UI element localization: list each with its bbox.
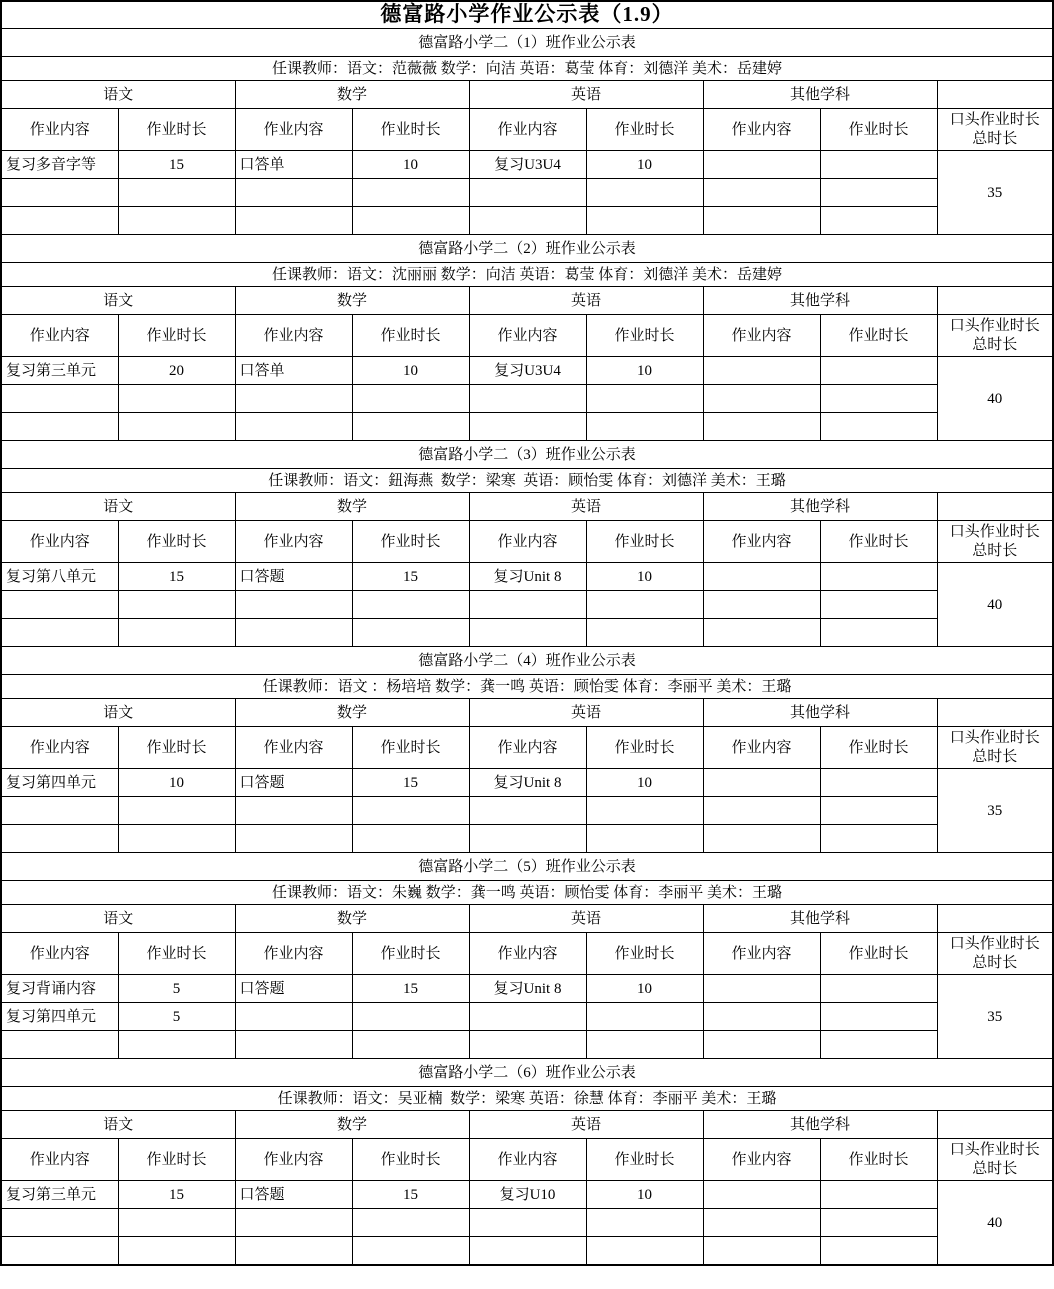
col-header-content: 作业内容 [1,1139,118,1181]
homework-content-cell [235,619,352,647]
homework-duration-cell: 15 [118,151,235,179]
homework-duration-cell [352,825,469,853]
teachers-line: 任课教师：语文：朱巍 数学：龚一鸣 英语：顾怡雯 体育：李丽平 美术：王璐 [1,881,1053,905]
homework-duration-cell [820,825,937,853]
col-header-content: 作业内容 [703,727,820,769]
homework-duration-cell [118,207,235,235]
col-header-oral-total [937,933,1053,975]
col-header-content: 作业内容 [235,727,352,769]
homework-content-cell: 复习Unit 8 [469,563,586,591]
subject-header-english: 英语 [469,287,703,315]
homework-content-cell [469,179,586,207]
homework-duration-cell [586,179,703,207]
col-header-oral-total [937,315,1053,357]
homework-duration-cell [352,797,469,825]
homework-content-cell: 口答题 [235,563,352,591]
col-header-content: 作业内容 [235,315,352,357]
col-header-duration: 作业时长 [118,1139,235,1181]
homework-duration-cell [820,797,937,825]
col-header-content: 作业内容 [703,315,820,357]
teachers-line: 任课教师：语文：吴亚楠 数学：梁寒 英语：徐慧 体育：李丽平 美术：王璐 [1,1087,1053,1111]
col-header-content: 作业内容 [469,933,586,975]
col-header-oral-total [937,727,1053,769]
homework-duration-cell [118,1031,235,1059]
subject-header-english: 英语 [469,905,703,933]
homework-content-cell: 复习Unit 8 [469,769,586,797]
homework-content-cell [469,207,586,235]
col-header-duration: 作业时长 [118,109,235,151]
subject-header-spacer [937,699,1053,727]
col-header-duration: 作业时长 [352,1139,469,1181]
col-header-duration: 作业时长 [820,727,937,769]
homework-content-cell [1,413,118,441]
teachers-line: 任课教师：语文 ：杨培培 数学：龚一鸣 英语：顾怡雯 体育：李丽平 美术：王璐 [1,675,1053,699]
homework-content-cell [469,591,586,619]
homework-duration-cell [118,413,235,441]
homework-content-cell [703,563,820,591]
col-header-duration: 作业时长 [118,727,235,769]
homework-content-cell [235,1031,352,1059]
subject-header-spacer [937,1111,1053,1139]
homework-duration-cell [586,591,703,619]
homework-duration-cell: 15 [118,563,235,591]
oral-total-line1: 口头作业时长 [949,523,1040,540]
homework-duration-cell: 10 [352,357,469,385]
homework-content-cell [235,797,352,825]
homework-duration-cell [586,825,703,853]
homework-content-cell [1,1209,118,1237]
section-title: 德富路小学二（3）班作业公示表 [1,441,1053,469]
homework-content-cell: 口答题 [235,1181,352,1209]
homework-duration-cell [820,975,937,1003]
homework-duration-cell [586,1237,703,1266]
homework-duration-cell: 10 [586,975,703,1003]
col-header-duration: 作业时长 [586,315,703,357]
col-header-content: 作业内容 [235,521,352,563]
teachers-line: 任课教师：语文：沈丽丽 数学：向洁 英语：葛莹 体育：刘德洋 美术：岳建婷 [1,263,1053,287]
homework-duration-cell [820,179,937,207]
homework-duration-cell [820,385,937,413]
homework-duration-cell [820,357,937,385]
homework-duration-cell: 15 [352,1181,469,1209]
homework-content-cell: 口答单 [235,151,352,179]
col-header-content: 作业内容 [469,1139,586,1181]
oral-total-value-cell: 40 [937,563,1053,647]
col-header-duration: 作业时长 [586,109,703,151]
col-header-content: 作业内容 [235,933,352,975]
homework-duration-cell [352,207,469,235]
homework-duration-cell: 10 [586,357,703,385]
oral-total-line1: 口头作业时长 [949,317,1040,334]
oral-total-line2: 总时长 [972,954,1018,971]
homework-duration-cell [820,1237,937,1266]
homework-content-cell: 复习第八单元 [1,563,118,591]
page-title: 德富路小学作业公示表（1.9） [1,1,1053,29]
homework-duration-cell: 20 [118,357,235,385]
subject-header-other: 其他学科 [703,287,937,315]
homework-content-cell [703,825,820,853]
homework-duration-cell: 10 [586,563,703,591]
col-header-content: 作业内容 [1,109,118,151]
subject-header-chinese: 语文 [1,905,235,933]
homework-duration-cell [820,151,937,179]
homework-content-cell [703,1031,820,1059]
subject-header-math: 数学 [235,905,469,933]
homework-content-cell [469,1003,586,1031]
homework-content-cell [469,619,586,647]
homework-content-cell [703,207,820,235]
homework-content-cell [469,385,586,413]
homework-content-cell [1,797,118,825]
col-header-content: 作业内容 [1,315,118,357]
homework-content-cell [469,1237,586,1266]
homework-content-cell: 复习背诵内容 [1,975,118,1003]
homework-content-cell [469,825,586,853]
homework-content-cell [1,825,118,853]
homework-content-cell [235,825,352,853]
subject-header-spacer [937,493,1053,521]
homework-duration-cell: 15 [352,563,469,591]
homework-duration-cell: 10 [118,769,235,797]
homework-content-cell [469,797,586,825]
homework-content-cell [1,179,118,207]
homework-content-cell [1,591,118,619]
homework-duration-cell [118,1209,235,1237]
teachers-line: 任课教师：语文：鈕海燕 数学：梁寒 英语：顾怡雯 体育：刘德洋 美术：王璐 [1,469,1053,493]
homework-content-cell: 复习第三单元 [1,357,118,385]
homework-duration-cell [352,591,469,619]
homework-duration-cell [352,1209,469,1237]
homework-duration-cell [352,385,469,413]
oral-total-value-cell: 40 [937,1181,1053,1266]
homework-duration-cell [586,1031,703,1059]
subject-header-other: 其他学科 [703,493,937,521]
homework-duration-cell [586,207,703,235]
homework-content-cell [703,151,820,179]
col-header-oral-total [937,521,1053,563]
section-title: 德富路小学二（2）班作业公示表 [1,235,1053,263]
homework-content-cell [1,207,118,235]
col-header-content: 作业内容 [703,1139,820,1181]
col-header-duration: 作业时长 [118,315,235,357]
homework-content-cell: 复习第四单元 [1,769,118,797]
homework-duration-cell [586,1003,703,1031]
oral-total-value-cell: 35 [937,975,1053,1059]
homework-duration-cell [352,1003,469,1031]
subject-header-chinese: 语文 [1,1111,235,1139]
homework-duration-cell [586,413,703,441]
col-header-duration: 作业时长 [352,521,469,563]
homework-content-cell [235,207,352,235]
col-header-duration: 作业时长 [352,109,469,151]
col-header-duration: 作业时长 [820,521,937,563]
subject-header-english: 英语 [469,493,703,521]
subject-header-other: 其他学科 [703,81,937,109]
homework-duration-cell: 15 [352,769,469,797]
oral-total-line1: 口头作业时长 [949,1141,1040,1158]
oral-total-value-cell: 35 [937,151,1053,235]
col-header-duration: 作业时长 [586,933,703,975]
homework-duration-cell [352,1031,469,1059]
homework-duration-cell [820,1209,937,1237]
col-header-content: 作业内容 [235,1139,352,1181]
subject-header-chinese: 语文 [1,493,235,521]
section-title: 德富路小学二（6）班作业公示表 [1,1059,1053,1087]
homework-content-cell [1,619,118,647]
homework-duration-cell [586,797,703,825]
oral-total-line1: 口头作业时长 [949,935,1040,952]
homework-duration-cell [352,413,469,441]
col-header-duration: 作业时长 [820,109,937,151]
col-header-content: 作业内容 [469,521,586,563]
subject-header-english: 英语 [469,1111,703,1139]
col-header-content: 作业内容 [235,109,352,151]
homework-duration-cell [820,207,937,235]
col-header-content: 作业内容 [703,933,820,975]
subject-header-chinese: 语文 [1,699,235,727]
homework-duration-cell [820,1181,937,1209]
homework-content-cell [703,1003,820,1031]
homework-duration-cell [820,1003,937,1031]
homework-duration-cell: 10 [586,1181,703,1209]
col-header-content: 作业内容 [469,315,586,357]
col-header-oral-total [937,1139,1053,1181]
homework-content-cell [703,413,820,441]
subject-header-other: 其他学科 [703,905,937,933]
col-header-duration: 作业时长 [352,933,469,975]
homework-duration-cell [118,591,235,619]
oral-total-line2: 总时长 [972,336,1018,353]
col-header-duration: 作业时长 [118,521,235,563]
teachers-line: 任课教师：语文：范薇薇 数学：向洁 英语：葛莹 体育：刘德洋 美术：岳建婷 [1,57,1053,81]
homework-duration-cell [352,619,469,647]
col-header-duration: 作业时长 [820,315,937,357]
oral-total-line1: 口头作业时长 [949,729,1040,746]
homework-content-cell [235,385,352,413]
col-header-duration: 作业时长 [586,521,703,563]
col-header-duration: 作业时长 [586,727,703,769]
homework-content-cell [469,413,586,441]
homework-content-cell [235,179,352,207]
col-header-duration: 作业时长 [352,727,469,769]
homework-duration-cell [352,1237,469,1266]
col-header-duration: 作业时长 [820,933,937,975]
homework-content-cell: 复习U3U4 [469,151,586,179]
subject-header-other: 其他学科 [703,699,937,727]
homework-content-cell: 复习U10 [469,1181,586,1209]
homework-content-cell [703,1181,820,1209]
homework-duration-cell: 10 [352,151,469,179]
col-header-content: 作业内容 [703,109,820,151]
subject-header-spacer [937,905,1053,933]
subject-header-math: 数学 [235,81,469,109]
homework-content-cell: 口答题 [235,769,352,797]
homework-content-cell [1,385,118,413]
homework-duration-cell [118,825,235,853]
subject-header-chinese: 语文 [1,81,235,109]
homework-duration-cell [118,797,235,825]
homework-content-cell: 口答单 [235,357,352,385]
section-title: 德富路小学二（1）班作业公示表 [1,29,1053,57]
col-header-duration: 作业时长 [352,315,469,357]
homework-duration-cell [586,385,703,413]
homework-content-cell: 复习U3U4 [469,357,586,385]
homework-content-cell [703,591,820,619]
col-header-content: 作业内容 [469,727,586,769]
homework-duration-cell [820,413,937,441]
homework-content-cell [703,179,820,207]
homework-duration-cell [586,1209,703,1237]
homework-content-cell [703,1237,820,1266]
subject-header-spacer [937,287,1053,315]
homework-duration-cell [820,1031,937,1059]
section-title: 德富路小学二（4）班作业公示表 [1,647,1053,675]
col-header-duration: 作业时长 [118,933,235,975]
homework-duration-cell: 10 [586,769,703,797]
homework-content-cell [703,975,820,1003]
homework-content-cell [1,1031,118,1059]
homework-content-cell: 口答题 [235,975,352,1003]
homework-content-cell: 复习第三单元 [1,1181,118,1209]
homework-duration-cell [352,179,469,207]
homework-duration-cell [118,1237,235,1266]
subject-header-chinese: 语文 [1,287,235,315]
homework-duration-cell: 5 [118,975,235,1003]
homework-duration-cell: 10 [586,151,703,179]
subject-header-spacer [937,81,1053,109]
col-header-duration: 作业时长 [820,1139,937,1181]
homework-content-cell [235,1237,352,1266]
homework-duration-cell [586,619,703,647]
homework-content-cell [703,357,820,385]
subject-header-math: 数学 [235,287,469,315]
homework-content-cell [703,385,820,413]
oral-total-line2: 总时长 [972,542,1018,559]
col-header-content: 作业内容 [1,727,118,769]
subject-header-english: 英语 [469,699,703,727]
col-header-content: 作业内容 [703,521,820,563]
oral-total-value-cell: 35 [937,769,1053,853]
homework-content-cell [235,1003,352,1031]
homework-duration-cell [118,619,235,647]
homework-content-cell [235,413,352,441]
col-header-duration: 作业时长 [586,1139,703,1181]
col-header-content: 作业内容 [1,521,118,563]
subject-header-math: 数学 [235,1111,469,1139]
homework-content-cell: 复习第四单元 [1,1003,118,1031]
homework-content-cell: 复习多音字等 [1,151,118,179]
homework-content-cell [1,1237,118,1266]
homework-content-cell [703,769,820,797]
homework-duration-cell [820,591,937,619]
homework-duration-cell [118,179,235,207]
homework-duration-cell [118,385,235,413]
homework-duration-cell [820,619,937,647]
col-header-content: 作业内容 [1,933,118,975]
homework-content-cell [703,797,820,825]
oral-total-line2: 总时长 [972,748,1018,765]
homework-duration-cell [820,563,937,591]
homework-content-cell [469,1031,586,1059]
homework-content-cell [235,1209,352,1237]
homework-duration-cell [820,769,937,797]
subject-header-other: 其他学科 [703,1111,937,1139]
oral-total-line2: 总时长 [972,130,1018,147]
subject-header-math: 数学 [235,699,469,727]
homework-content-cell [469,1209,586,1237]
subject-header-english: 英语 [469,81,703,109]
homework-duration-cell: 5 [118,1003,235,1031]
subject-header-math: 数学 [235,493,469,521]
homework-content-cell [235,591,352,619]
col-header-content: 作业内容 [469,109,586,151]
oral-total-line2: 总时长 [972,1160,1018,1177]
homework-duration-cell: 15 [118,1181,235,1209]
homework-duration-cell: 15 [352,975,469,1003]
oral-total-value-cell: 40 [937,357,1053,441]
homework-content-cell [703,619,820,647]
col-header-oral-total [937,109,1053,151]
section-title: 德富路小学二（5）班作业公示表 [1,853,1053,881]
homework-content-cell: 复习Unit 8 [469,975,586,1003]
oral-total-line1: 口头作业时长 [949,111,1040,128]
homework-content-cell [703,1209,820,1237]
